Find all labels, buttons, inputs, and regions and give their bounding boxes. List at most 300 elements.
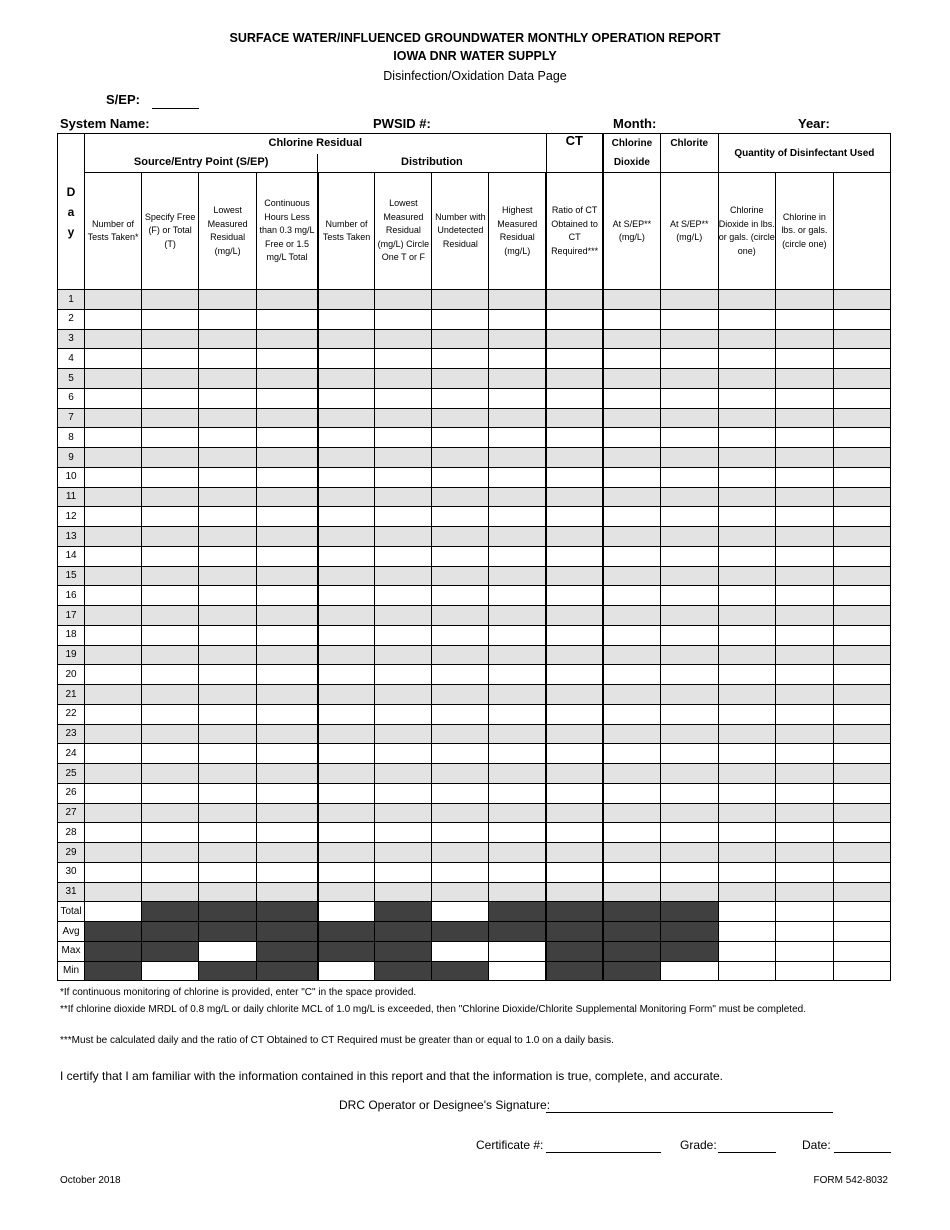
data-cell[interactable] <box>833 645 890 665</box>
data-cell[interactable] <box>257 606 318 626</box>
data-cell[interactable] <box>257 428 318 448</box>
data-cell[interactable] <box>775 586 833 606</box>
data-cell[interactable] <box>833 764 890 784</box>
data-cell[interactable] <box>660 625 718 645</box>
summary-cell[interactable] <box>432 902 489 922</box>
data-cell[interactable] <box>375 645 432 665</box>
data-cell[interactable] <box>603 507 660 527</box>
data-cell[interactable] <box>718 843 775 863</box>
data-cell[interactable] <box>257 329 318 349</box>
data-cell[interactable] <box>257 803 318 823</box>
data-cell[interactable] <box>775 862 833 882</box>
data-cell[interactable] <box>142 388 199 408</box>
summary-cell[interactable] <box>318 902 375 922</box>
data-cell[interactable] <box>833 862 890 882</box>
data-cell[interactable] <box>142 546 199 566</box>
data-cell[interactable] <box>318 329 375 349</box>
data-cell[interactable] <box>603 764 660 784</box>
data-cell[interactable] <box>199 764 257 784</box>
data-cell[interactable] <box>375 467 432 487</box>
data-cell[interactable] <box>546 467 603 487</box>
data-cell[interactable] <box>318 665 375 685</box>
data-cell[interactable] <box>432 803 489 823</box>
data-cell[interactable] <box>199 625 257 645</box>
data-cell[interactable] <box>718 566 775 586</box>
data-cell[interactable] <box>142 843 199 863</box>
data-cell[interactable] <box>257 744 318 764</box>
data-cell[interactable] <box>718 685 775 705</box>
data-cell[interactable] <box>199 803 257 823</box>
data-cell[interactable] <box>718 527 775 547</box>
data-cell[interactable] <box>489 428 546 448</box>
data-cell[interactable] <box>775 487 833 507</box>
data-cell[interactable] <box>660 823 718 843</box>
data-cell[interactable] <box>546 744 603 764</box>
data-cell[interactable] <box>603 823 660 843</box>
data-cell[interactable] <box>199 467 257 487</box>
data-cell[interactable] <box>432 566 489 586</box>
data-cell[interactable] <box>375 329 432 349</box>
data-cell[interactable] <box>775 349 833 369</box>
data-cell[interactable] <box>85 369 142 389</box>
data-cell[interactable] <box>318 448 375 468</box>
data-cell[interactable] <box>546 428 603 448</box>
summary-cell[interactable] <box>85 902 142 922</box>
data-cell[interactable] <box>85 586 142 606</box>
data-cell[interactable] <box>375 586 432 606</box>
data-cell[interactable] <box>546 566 603 586</box>
summary-cell[interactable] <box>833 961 890 981</box>
data-cell[interactable] <box>85 309 142 329</box>
data-cell[interactable] <box>660 388 718 408</box>
data-cell[interactable] <box>142 408 199 428</box>
data-cell[interactable] <box>432 467 489 487</box>
data-cell[interactable] <box>375 408 432 428</box>
data-cell[interactable] <box>199 546 257 566</box>
summary-cell[interactable] <box>775 902 833 922</box>
data-cell[interactable] <box>775 309 833 329</box>
data-cell[interactable] <box>603 448 660 468</box>
data-cell[interactable] <box>489 724 546 744</box>
data-cell[interactable] <box>375 882 432 902</box>
data-cell[interactable] <box>432 507 489 527</box>
data-cell[interactable] <box>199 783 257 803</box>
data-cell[interactable] <box>85 685 142 705</box>
data-cell[interactable] <box>833 290 890 310</box>
data-cell[interactable] <box>257 764 318 784</box>
data-cell[interactable] <box>489 408 546 428</box>
data-cell[interactable] <box>318 309 375 329</box>
data-cell[interactable] <box>199 606 257 626</box>
data-cell[interactable] <box>199 507 257 527</box>
data-cell[interactable] <box>775 783 833 803</box>
data-cell[interactable] <box>603 309 660 329</box>
grade-field[interactable] <box>718 1152 776 1153</box>
data-cell[interactable] <box>85 764 142 784</box>
data-cell[interactable] <box>775 803 833 823</box>
data-cell[interactable] <box>375 309 432 329</box>
data-cell[interactable] <box>318 507 375 527</box>
data-cell[interactable] <box>432 606 489 626</box>
data-cell[interactable] <box>603 665 660 685</box>
data-cell[interactable] <box>660 448 718 468</box>
data-cell[interactable] <box>833 803 890 823</box>
data-cell[interactable] <box>257 823 318 843</box>
data-cell[interactable] <box>718 329 775 349</box>
data-cell[interactable] <box>660 882 718 902</box>
data-cell[interactable] <box>833 467 890 487</box>
data-cell[interactable] <box>489 388 546 408</box>
data-cell[interactable] <box>432 349 489 369</box>
data-cell[interactable] <box>660 685 718 705</box>
data-cell[interactable] <box>718 487 775 507</box>
data-cell[interactable] <box>489 349 546 369</box>
data-cell[interactable] <box>718 290 775 310</box>
summary-cell[interactable] <box>489 961 546 981</box>
data-cell[interactable] <box>833 665 890 685</box>
data-cell[interactable] <box>432 329 489 349</box>
data-cell[interactable] <box>432 448 489 468</box>
data-cell[interactable] <box>257 546 318 566</box>
data-cell[interactable] <box>660 349 718 369</box>
data-cell[interactable] <box>833 566 890 586</box>
data-cell[interactable] <box>775 546 833 566</box>
data-cell[interactable] <box>718 467 775 487</box>
data-cell[interactable] <box>318 566 375 586</box>
data-cell[interactable] <box>718 309 775 329</box>
data-cell[interactable] <box>432 546 489 566</box>
data-cell[interactable] <box>603 803 660 823</box>
data-cell[interactable] <box>603 408 660 428</box>
data-cell[interactable] <box>833 744 890 764</box>
data-cell[interactable] <box>142 428 199 448</box>
data-cell[interactable] <box>603 527 660 547</box>
data-cell[interactable] <box>833 843 890 863</box>
data-cell[interactable] <box>546 665 603 685</box>
data-cell[interactable] <box>199 724 257 744</box>
data-cell[interactable] <box>718 606 775 626</box>
data-cell[interactable] <box>489 823 546 843</box>
data-cell[interactable] <box>85 823 142 843</box>
data-cell[interactable] <box>833 625 890 645</box>
data-cell[interactable] <box>318 487 375 507</box>
data-cell[interactable] <box>199 823 257 843</box>
data-cell[interactable] <box>603 645 660 665</box>
data-cell[interactable] <box>603 428 660 448</box>
data-cell[interactable] <box>660 546 718 566</box>
data-cell[interactable] <box>546 625 603 645</box>
data-cell[interactable] <box>85 625 142 645</box>
data-cell[interactable] <box>199 882 257 902</box>
data-cell[interactable] <box>833 329 890 349</box>
data-cell[interactable] <box>199 329 257 349</box>
data-cell[interactable] <box>199 862 257 882</box>
data-cell[interactable] <box>489 467 546 487</box>
data-cell[interactable] <box>775 685 833 705</box>
data-cell[interactable] <box>489 448 546 468</box>
data-cell[interactable] <box>318 349 375 369</box>
data-cell[interactable] <box>833 309 890 329</box>
data-cell[interactable] <box>660 329 718 349</box>
data-cell[interactable] <box>142 704 199 724</box>
data-cell[interactable] <box>833 349 890 369</box>
data-cell[interactable] <box>375 783 432 803</box>
data-cell[interactable] <box>546 843 603 863</box>
data-cell[interactable] <box>142 467 199 487</box>
data-cell[interactable] <box>718 448 775 468</box>
data-cell[interactable] <box>318 369 375 389</box>
data-cell[interactable] <box>318 388 375 408</box>
data-cell[interactable] <box>489 704 546 724</box>
data-cell[interactable] <box>775 329 833 349</box>
data-cell[interactable] <box>199 685 257 705</box>
data-cell[interactable] <box>432 369 489 389</box>
data-cell[interactable] <box>718 744 775 764</box>
data-cell[interactable] <box>375 665 432 685</box>
data-cell[interactable] <box>603 467 660 487</box>
data-cell[interactable] <box>257 862 318 882</box>
data-cell[interactable] <box>375 487 432 507</box>
data-cell[interactable] <box>375 546 432 566</box>
data-cell[interactable] <box>375 448 432 468</box>
summary-cell[interactable] <box>718 941 775 961</box>
data-cell[interactable] <box>660 862 718 882</box>
data-cell[interactable] <box>660 566 718 586</box>
data-cell[interactable] <box>603 685 660 705</box>
data-cell[interactable] <box>546 527 603 547</box>
data-cell[interactable] <box>142 487 199 507</box>
summary-cell[interactable] <box>142 961 199 981</box>
data-cell[interactable] <box>199 665 257 685</box>
data-cell[interactable] <box>660 803 718 823</box>
data-cell[interactable] <box>142 349 199 369</box>
data-cell[interactable] <box>318 823 375 843</box>
data-cell[interactable] <box>660 843 718 863</box>
data-cell[interactable] <box>85 803 142 823</box>
data-cell[interactable] <box>318 586 375 606</box>
summary-cell[interactable] <box>833 941 890 961</box>
data-cell[interactable] <box>432 843 489 863</box>
data-cell[interactable] <box>833 586 890 606</box>
data-cell[interactable] <box>85 724 142 744</box>
data-cell[interactable] <box>375 428 432 448</box>
data-cell[interactable] <box>718 388 775 408</box>
data-cell[interactable] <box>375 744 432 764</box>
data-cell[interactable] <box>257 882 318 902</box>
data-cell[interactable] <box>660 724 718 744</box>
data-cell[interactable] <box>833 783 890 803</box>
data-cell[interactable] <box>489 744 546 764</box>
data-cell[interactable] <box>660 744 718 764</box>
data-cell[interactable] <box>546 606 603 626</box>
data-cell[interactable] <box>775 527 833 547</box>
data-cell[interactable] <box>142 665 199 685</box>
data-cell[interactable] <box>257 448 318 468</box>
data-cell[interactable] <box>375 862 432 882</box>
data-cell[interactable] <box>603 783 660 803</box>
data-cell[interactable] <box>142 309 199 329</box>
data-cell[interactable] <box>660 467 718 487</box>
data-cell[interactable] <box>660 507 718 527</box>
data-cell[interactable] <box>603 606 660 626</box>
data-cell[interactable] <box>718 507 775 527</box>
data-cell[interactable] <box>775 369 833 389</box>
data-cell[interactable] <box>718 724 775 744</box>
data-cell[interactable] <box>718 783 775 803</box>
data-cell[interactable] <box>718 803 775 823</box>
data-cell[interactable] <box>257 783 318 803</box>
data-cell[interactable] <box>718 349 775 369</box>
data-cell[interactable] <box>142 645 199 665</box>
data-cell[interactable] <box>318 290 375 310</box>
data-cell[interactable] <box>375 369 432 389</box>
data-cell[interactable] <box>432 408 489 428</box>
data-cell[interactable] <box>318 428 375 448</box>
data-cell[interactable] <box>489 290 546 310</box>
data-cell[interactable] <box>660 764 718 784</box>
data-cell[interactable] <box>199 408 257 428</box>
data-cell[interactable] <box>257 408 318 428</box>
data-cell[interactable] <box>546 685 603 705</box>
data-cell[interactable] <box>199 369 257 389</box>
data-cell[interactable] <box>85 408 142 428</box>
data-cell[interactable] <box>603 388 660 408</box>
data-cell[interactable] <box>85 665 142 685</box>
data-cell[interactable] <box>775 704 833 724</box>
data-cell[interactable] <box>199 487 257 507</box>
data-cell[interactable] <box>775 744 833 764</box>
data-cell[interactable] <box>375 625 432 645</box>
data-cell[interactable] <box>199 843 257 863</box>
data-cell[interactable] <box>318 882 375 902</box>
data-cell[interactable] <box>85 862 142 882</box>
data-cell[interactable] <box>85 546 142 566</box>
data-cell[interactable] <box>85 290 142 310</box>
data-cell[interactable] <box>660 369 718 389</box>
data-cell[interactable] <box>489 625 546 645</box>
data-cell[interactable] <box>199 586 257 606</box>
data-cell[interactable] <box>603 625 660 645</box>
data-cell[interactable] <box>489 862 546 882</box>
data-cell[interactable] <box>603 744 660 764</box>
data-cell[interactable] <box>142 527 199 547</box>
data-cell[interactable] <box>775 724 833 744</box>
data-cell[interactable] <box>432 685 489 705</box>
data-cell[interactable] <box>546 329 603 349</box>
data-cell[interactable] <box>603 586 660 606</box>
data-cell[interactable] <box>489 487 546 507</box>
data-cell[interactable] <box>660 645 718 665</box>
data-cell[interactable] <box>85 645 142 665</box>
data-cell[interactable] <box>375 507 432 527</box>
data-cell[interactable] <box>257 724 318 744</box>
data-cell[interactable] <box>432 388 489 408</box>
data-cell[interactable] <box>718 428 775 448</box>
data-cell[interactable] <box>775 388 833 408</box>
data-cell[interactable] <box>85 704 142 724</box>
data-cell[interactable] <box>833 724 890 744</box>
data-cell[interactable] <box>142 566 199 586</box>
data-cell[interactable] <box>546 388 603 408</box>
data-cell[interactable] <box>375 704 432 724</box>
data-cell[interactable] <box>833 428 890 448</box>
data-cell[interactable] <box>375 290 432 310</box>
data-cell[interactable] <box>603 724 660 744</box>
data-cell[interactable] <box>142 329 199 349</box>
data-cell[interactable] <box>432 625 489 645</box>
data-cell[interactable] <box>718 823 775 843</box>
data-cell[interactable] <box>318 704 375 724</box>
data-cell[interactable] <box>775 645 833 665</box>
signature-field[interactable] <box>546 1112 833 1113</box>
data-cell[interactable] <box>318 625 375 645</box>
data-cell[interactable] <box>318 803 375 823</box>
data-cell[interactable] <box>318 527 375 547</box>
data-cell[interactable] <box>85 843 142 863</box>
data-cell[interactable] <box>489 546 546 566</box>
data-cell[interactable] <box>660 783 718 803</box>
data-cell[interactable] <box>718 645 775 665</box>
data-cell[interactable] <box>432 724 489 744</box>
data-cell[interactable] <box>546 862 603 882</box>
data-cell[interactable] <box>318 744 375 764</box>
data-cell[interactable] <box>318 843 375 863</box>
data-cell[interactable] <box>432 527 489 547</box>
data-cell[interactable] <box>142 448 199 468</box>
data-cell[interactable] <box>489 527 546 547</box>
data-cell[interactable] <box>775 448 833 468</box>
data-cell[interactable] <box>546 408 603 428</box>
data-cell[interactable] <box>775 665 833 685</box>
summary-cell[interactable] <box>718 922 775 942</box>
data-cell[interactable] <box>833 388 890 408</box>
date-field[interactable] <box>834 1152 891 1153</box>
data-cell[interactable] <box>432 665 489 685</box>
data-cell[interactable] <box>833 408 890 428</box>
data-cell[interactable] <box>489 329 546 349</box>
data-cell[interactable] <box>775 823 833 843</box>
data-cell[interactable] <box>257 388 318 408</box>
data-cell[interactable] <box>257 349 318 369</box>
data-cell[interactable] <box>257 625 318 645</box>
data-cell[interactable] <box>375 764 432 784</box>
summary-cell[interactable] <box>775 922 833 942</box>
data-cell[interactable] <box>432 309 489 329</box>
data-cell[interactable] <box>432 744 489 764</box>
data-cell[interactable] <box>85 487 142 507</box>
data-cell[interactable] <box>432 487 489 507</box>
data-cell[interactable] <box>142 803 199 823</box>
data-cell[interactable] <box>318 606 375 626</box>
data-cell[interactable] <box>660 665 718 685</box>
data-cell[interactable] <box>257 645 318 665</box>
data-cell[interactable] <box>546 783 603 803</box>
data-cell[interactable] <box>85 744 142 764</box>
data-cell[interactable] <box>546 803 603 823</box>
data-cell[interactable] <box>603 546 660 566</box>
data-cell[interactable] <box>375 527 432 547</box>
data-cell[interactable] <box>603 843 660 863</box>
data-cell[interactable] <box>603 369 660 389</box>
data-cell[interactable] <box>142 369 199 389</box>
data-cell[interactable] <box>833 527 890 547</box>
data-cell[interactable] <box>546 764 603 784</box>
summary-cell[interactable] <box>775 961 833 981</box>
data-cell[interactable] <box>142 685 199 705</box>
data-cell[interactable] <box>257 290 318 310</box>
data-cell[interactable] <box>257 467 318 487</box>
data-cell[interactable] <box>489 309 546 329</box>
